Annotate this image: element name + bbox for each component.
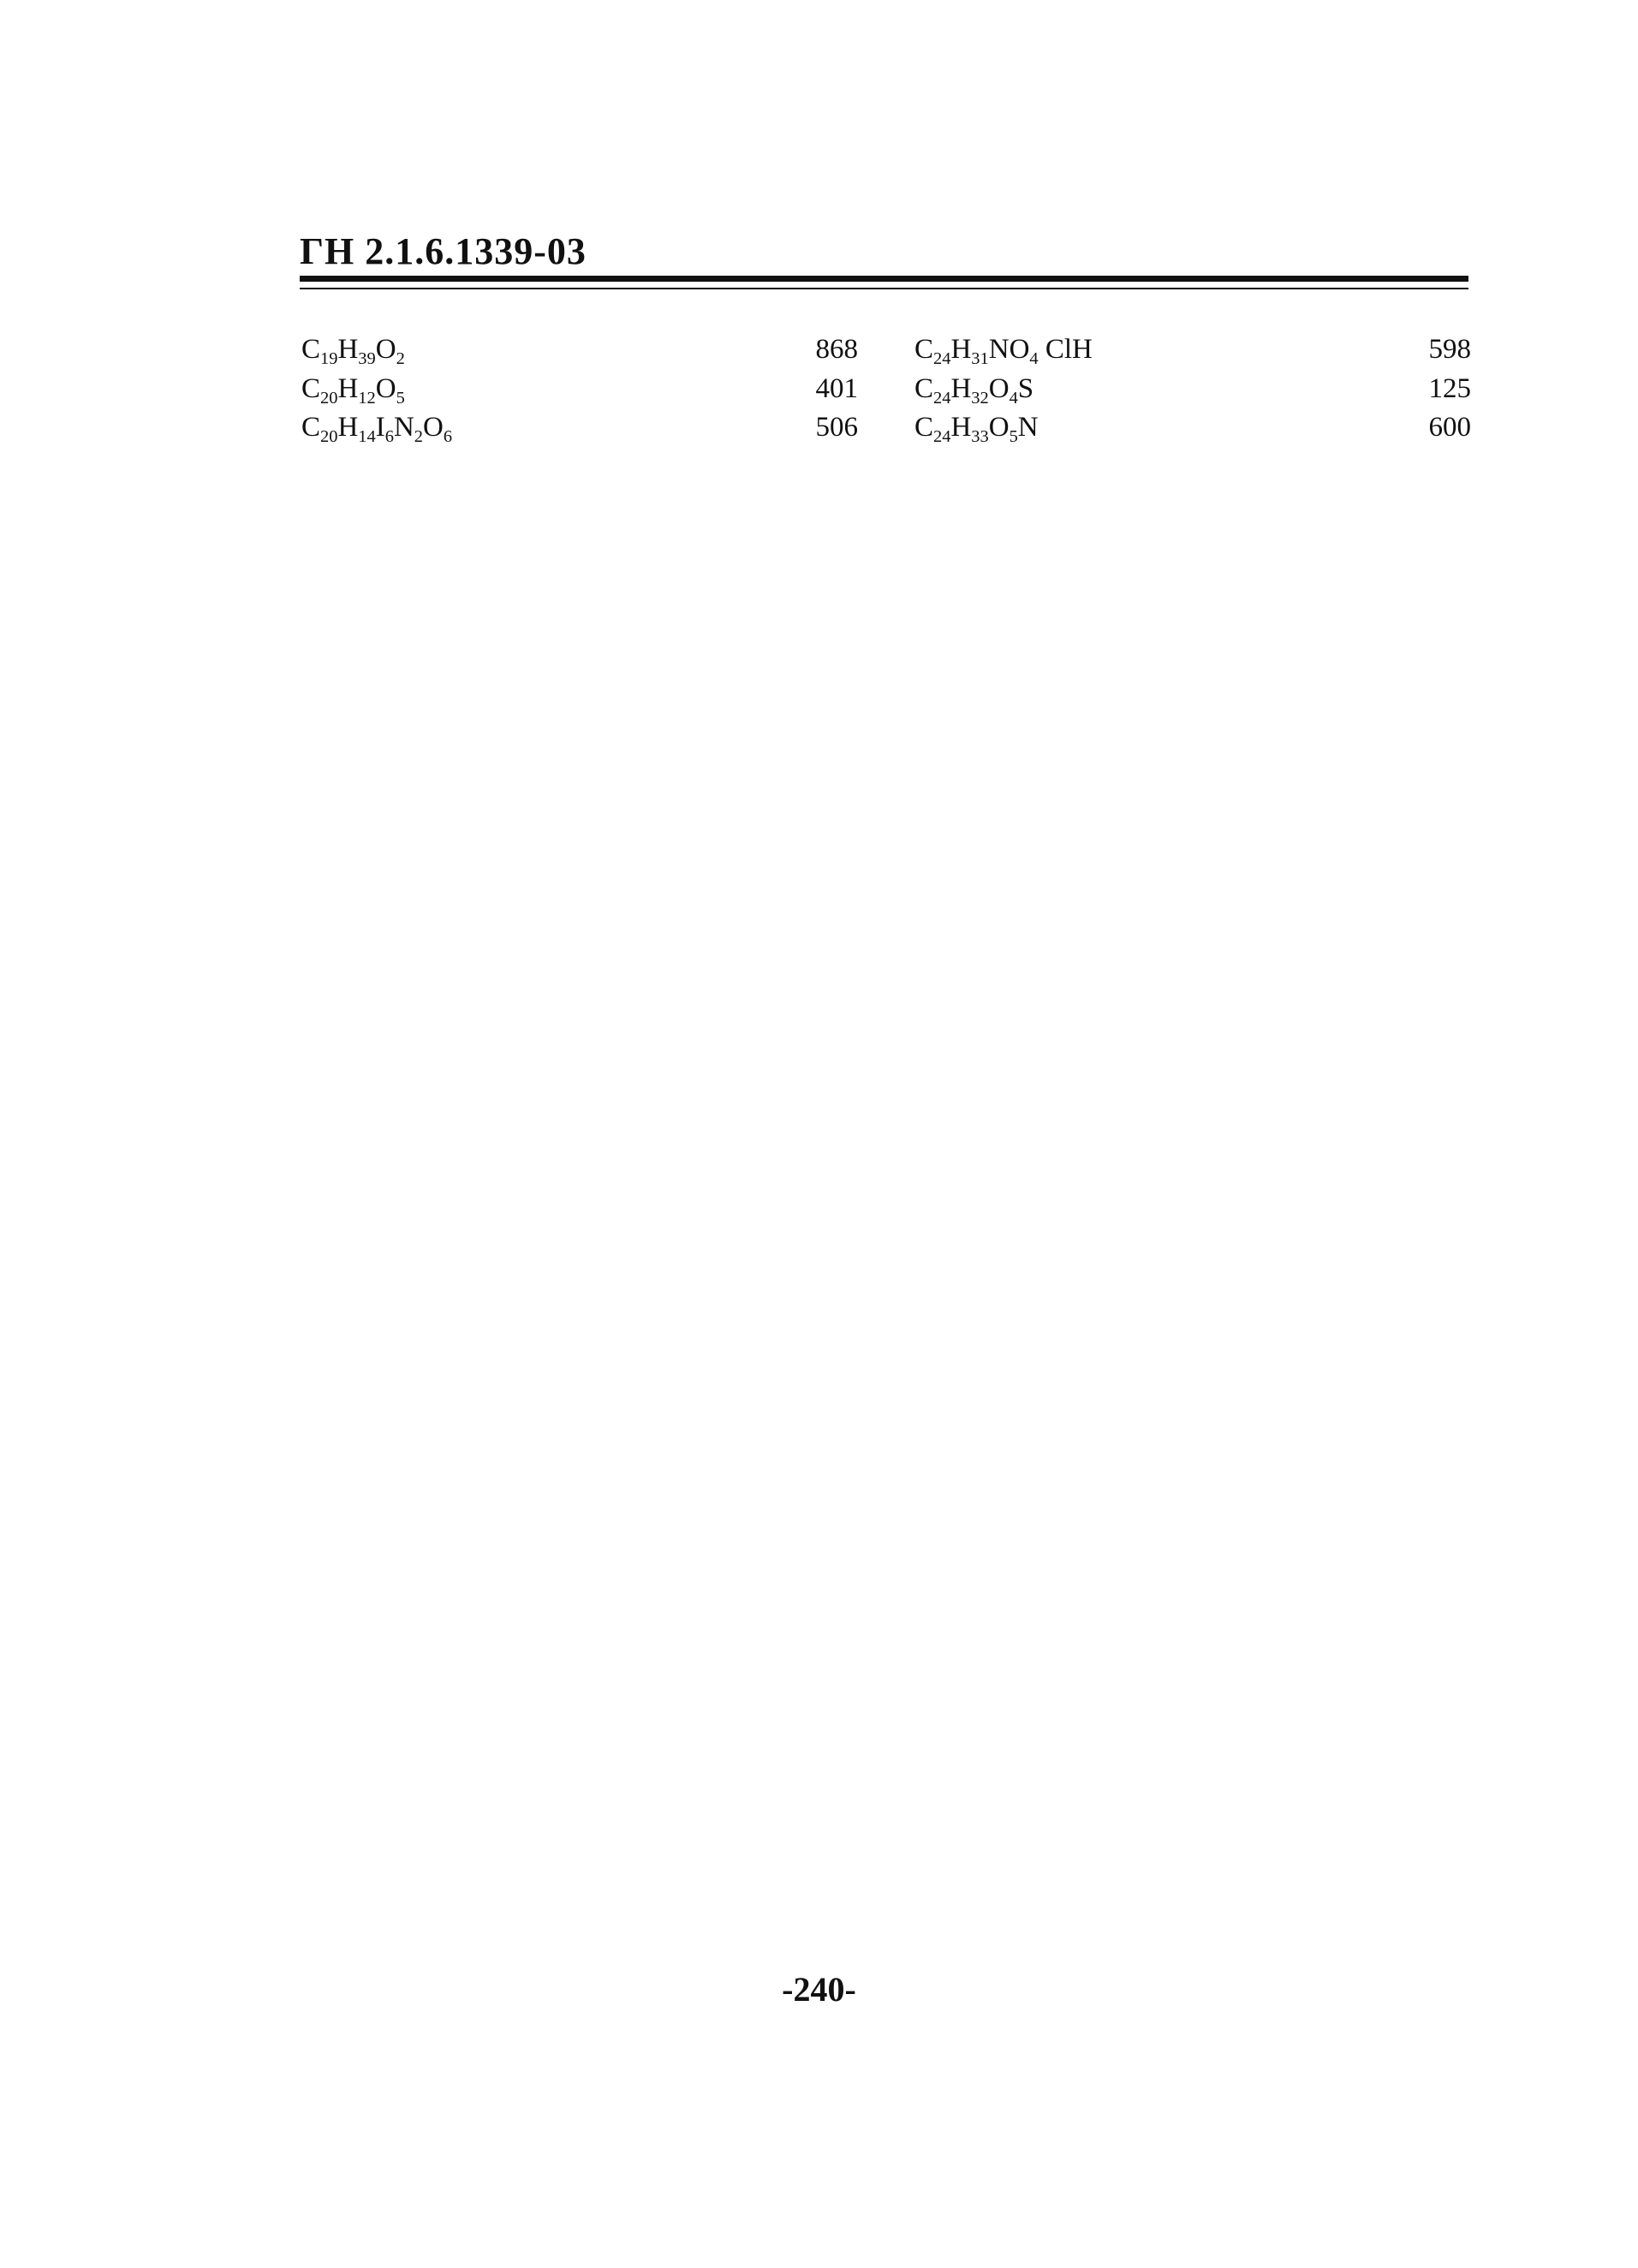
index-entry <box>914 412 1471 451</box>
reference-number: 125 <box>1428 372 1471 404</box>
formula-text: $C_{24}H_{32}O_4S$ <box>914 372 1034 408</box>
header-rule-thick <box>300 276 1468 282</box>
index-entry <box>301 373 858 413</box>
reference-number: 600 <box>1428 412 1471 443</box>
reference-number: 401 <box>815 372 858 404</box>
formula-text: $C_{20}H_{12}O_5$ <box>301 372 405 408</box>
formula-text: $C_{19}H_{39}O_2$ <box>301 334 405 369</box>
formula-text: $C_{24}H_{31}NO_4$ ClH <box>914 334 1093 369</box>
index-entry <box>301 334 858 373</box>
index-entry <box>914 334 1471 373</box>
reference-number: 598 <box>1428 334 1471 365</box>
document-header: ГН 2.1.6.1339-03 <box>300 230 587 272</box>
index-column-left <box>301 334 858 451</box>
formula-text: $C_{24}H_{33}O_5N$ <box>914 412 1039 447</box>
index-entry <box>914 373 1471 413</box>
formula-text: $C_{20}H_{14}I_6N_2O_6$ <box>301 412 453 447</box>
page-number: -240- <box>782 1970 856 2009</box>
header-rule-thin <box>300 288 1468 289</box>
reference-number: 506 <box>815 412 858 443</box>
reference-number: 868 <box>815 334 858 365</box>
index-column-right <box>914 334 1471 451</box>
index-entry <box>301 412 858 451</box>
